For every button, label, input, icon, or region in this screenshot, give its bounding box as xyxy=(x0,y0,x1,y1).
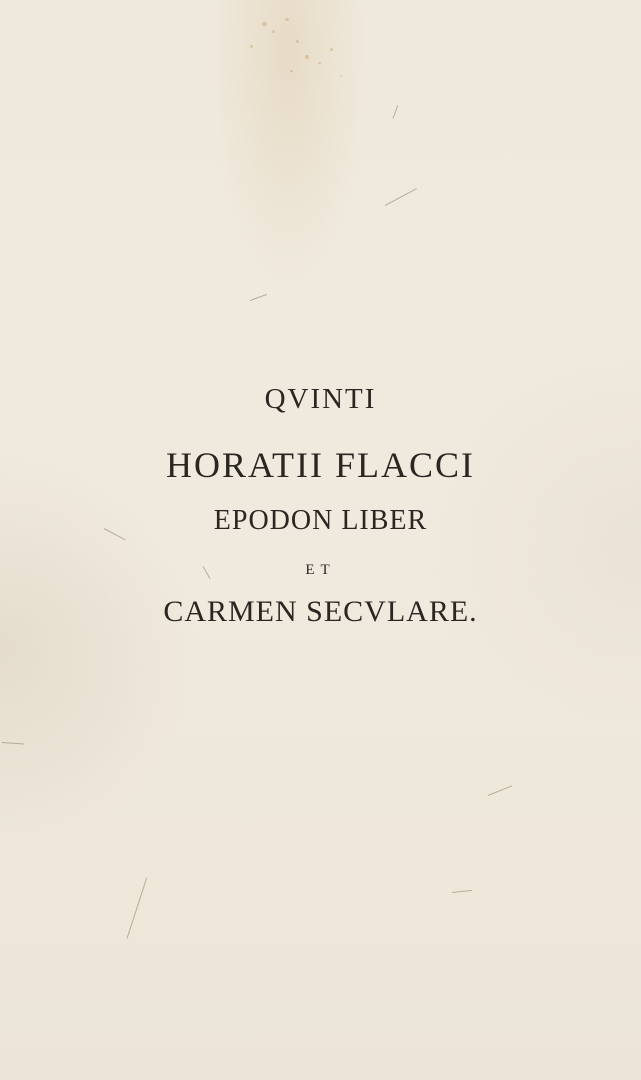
paper-fiber xyxy=(393,105,399,118)
title-line-quinti: QVINTI xyxy=(264,383,377,415)
foxing-stain xyxy=(340,75,342,77)
title-line-author: HORATII FLACCI xyxy=(165,445,475,485)
foxing-stain xyxy=(290,70,293,72)
foxing-stain xyxy=(262,22,267,26)
title-line-et: ET xyxy=(305,562,336,578)
paper-fiber xyxy=(250,294,267,301)
foxing-stain xyxy=(296,40,299,43)
foxing-stain xyxy=(250,45,253,48)
foxing-stain xyxy=(318,62,321,64)
paper-fiber xyxy=(385,188,417,206)
foxing-stain xyxy=(285,18,289,21)
paper-fiber xyxy=(488,785,512,796)
paper-fiber xyxy=(2,742,24,745)
paper-fiber xyxy=(127,877,148,938)
foxing-stain xyxy=(305,55,309,59)
paper-fiber xyxy=(452,890,472,893)
title-line-carmen: CARMEN SECVLARE. xyxy=(163,595,478,628)
foxing-stain xyxy=(330,48,333,51)
title-line-epodon: EPODON LIBER xyxy=(213,505,428,536)
foxing-stain xyxy=(272,30,275,33)
